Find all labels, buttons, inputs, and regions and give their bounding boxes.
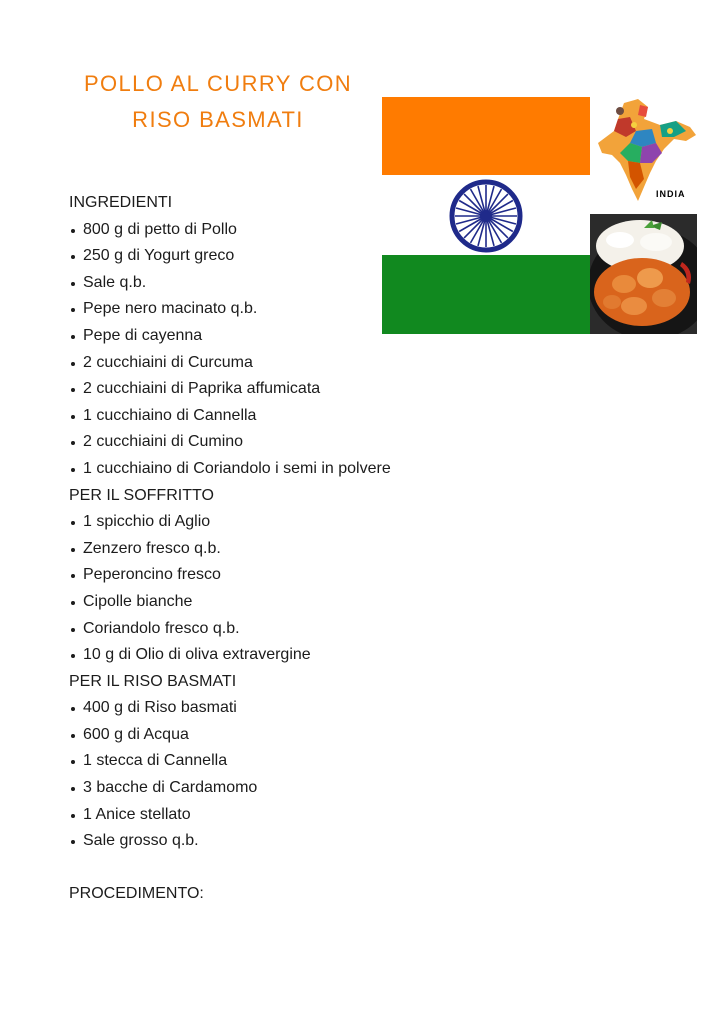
recipe-content <box>69 190 489 908</box>
list-item: 1 cucchiaino di Cannella <box>69 403 489 430</box>
section-riso-basmati <box>69 669 489 855</box>
blank-line <box>69 855 489 882</box>
list-item: 250 g di Yogurt greco <box>69 243 489 270</box>
list-item: 400 g di Riso basmati <box>69 695 489 722</box>
list-item: Peperoncino fresco <box>69 562 489 589</box>
india-map-illustration <box>590 97 700 211</box>
map-caption: INDIA <box>656 189 686 199</box>
ingredient-list <box>69 695 489 855</box>
list-item: 1 Anice stellato <box>69 802 489 829</box>
recipe-title <box>60 66 376 138</box>
list-item: Cipolle bianche <box>69 589 489 616</box>
ingredient-list <box>69 509 489 669</box>
ingredient-list <box>69 217 489 483</box>
list-item: 1 cucchiaino di Coriandolo i semi in polvere <box>69 456 489 483</box>
list-item: Zenzero fresco q.b. <box>69 536 489 563</box>
section-soffritto <box>69 483 489 669</box>
procedure-heading: PROCEDIMENTO: <box>69 885 204 903</box>
section-heading: PER IL SOFFRITTO <box>69 486 214 504</box>
list-item: 800 g di petto di Pollo <box>69 217 489 244</box>
list-item: 2 cucchiaini di Paprika affumicata <box>69 376 489 403</box>
section-ingredienti <box>69 190 489 483</box>
section-heading: INGREDIENTI <box>69 194 173 211</box>
list-item: Coriandolo fresco q.b. <box>69 616 489 643</box>
recipe-title-line-2: RISO BASMATI <box>132 107 304 132</box>
list-item: 1 stecca di Cannella <box>69 748 489 775</box>
list-item: Sale q.b. <box>69 270 489 297</box>
list-item: 10 g di Olio di oliva extravergine <box>69 642 489 669</box>
list-item: Pepe di cayenna <box>69 323 489 350</box>
list-item: Pepe nero macinato q.b. <box>69 296 489 323</box>
recipe-title-line-1: POLLO AL CURRY CON <box>83 71 353 96</box>
section-heading: PER IL RISO BASMATI <box>69 672 237 690</box>
curry-dish-photo <box>590 214 697 334</box>
list-item: Sale grosso q.b. <box>69 828 489 855</box>
list-item: 3 bacche di Cardamomo <box>69 775 489 802</box>
list-item: 1 spicchio di Aglio <box>69 509 489 536</box>
list-item: 2 cucchiaini di Curcuma <box>69 350 489 377</box>
list-item: 600 g di Acqua <box>69 722 489 749</box>
flag-saffron-band <box>382 97 590 175</box>
list-item: 2 cucchiaini di Cumino <box>69 429 489 456</box>
